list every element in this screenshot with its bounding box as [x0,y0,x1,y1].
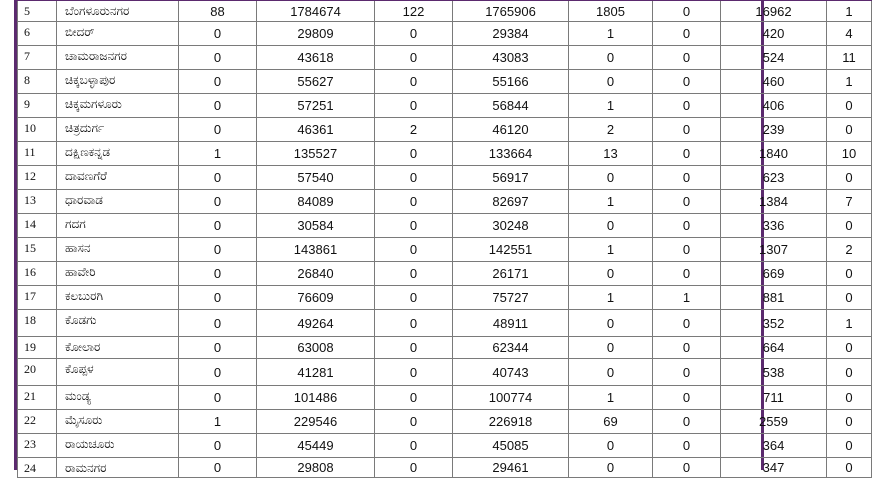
table-row [18,458,872,478]
value-cell: 0 [653,22,721,46]
serial-cell: 16 [18,262,57,286]
district-cell: ದಕ್ಷಿಣಕನ್ನಡ [57,142,179,166]
district-cell: ರಾಮನಗರ [57,458,179,478]
table-row [18,22,872,46]
value-cell: 13 [569,142,653,166]
value-cell: 0 [827,94,872,118]
value-cell: 0 [653,166,721,190]
value-cell: 0 [653,310,721,337]
value-cell: 29461 [453,458,569,478]
value-cell: 0 [827,214,872,238]
value-cell: 0 [179,262,257,286]
table-row [18,337,872,359]
table-row [18,0,872,22]
value-cell: 55627 [257,70,375,94]
table-row [18,386,872,410]
table-row [18,142,872,166]
table-row [18,310,872,337]
value-cell: 1 [827,310,872,337]
table-row [18,262,872,286]
value-cell: 0 [179,337,257,359]
value-cell: 0 [179,190,257,214]
value-cell: 1765906 [453,0,569,22]
value-cell: 69 [569,410,653,434]
serial-cell: 23 [18,434,57,458]
value-cell: 56917 [453,166,569,190]
value-cell: 1 [179,410,257,434]
table-row [18,359,872,386]
value-cell: 0 [827,434,872,458]
value-cell: 0 [375,262,453,286]
value-cell: 0 [827,458,872,478]
value-cell: 0 [569,46,653,70]
value-cell: 84089 [257,190,375,214]
value-cell: 0 [653,262,721,286]
district-cell: ರಾಯಚೂರು [57,434,179,458]
value-cell: 1384 [721,190,827,214]
district-cell: ಬೀದರ್ [57,22,179,46]
value-cell: 0 [653,118,721,142]
district-cell: ಕೊಡಗು [57,310,179,337]
value-cell: 0 [653,70,721,94]
value-cell: 0 [375,22,453,46]
serial-cell: 6 [18,22,57,46]
table-row [18,190,872,214]
value-cell: 1307 [721,238,827,262]
value-cell: 0 [179,238,257,262]
value-cell: 0 [827,262,872,286]
value-cell: 0 [179,22,257,46]
table-row [18,70,872,94]
value-cell: 75727 [453,286,569,310]
value-cell: 142551 [453,238,569,262]
value-cell: 420 [721,22,827,46]
value-cell: 352 [721,310,827,337]
value-cell: 0 [653,434,721,458]
table-row [18,410,872,434]
serial-cell: 8 [18,70,57,94]
value-cell: 1 [569,190,653,214]
value-cell: 0 [569,166,653,190]
value-cell: 0 [375,142,453,166]
value-cell: 0 [569,310,653,337]
district-cell: ಚಿಕ್ಕಮಗಳೂರು [57,94,179,118]
serial-cell: 11 [18,142,57,166]
value-cell: 0 [653,214,721,238]
value-cell: 0 [653,337,721,359]
table-row [18,214,872,238]
value-cell: 0 [827,337,872,359]
value-cell: 0 [179,310,257,337]
value-cell: 1 [569,286,653,310]
value-cell: 55166 [453,70,569,94]
value-cell: 1 [653,286,721,310]
value-cell: 1840 [721,142,827,166]
value-cell: 881 [721,286,827,310]
value-cell: 0 [179,46,257,70]
value-cell: 226918 [453,410,569,434]
value-cell: 0 [653,190,721,214]
value-cell: 1 [569,22,653,46]
table-row [18,286,872,310]
value-cell: 49264 [257,310,375,337]
value-cell: 0 [179,359,257,386]
value-cell: 82697 [453,190,569,214]
serial-cell: 19 [18,337,57,359]
value-cell: 0 [179,118,257,142]
value-cell: 43618 [257,46,375,70]
value-cell: 0 [569,262,653,286]
value-cell: 538 [721,359,827,386]
value-cell: 0 [375,214,453,238]
value-cell: 143861 [257,238,375,262]
value-cell: 0 [827,286,872,310]
value-cell: 0 [653,458,721,478]
district-cell: ಮಂಡ್ಯ [57,386,179,410]
value-cell: 1 [827,70,872,94]
value-cell: 7 [827,190,872,214]
table-row [18,94,872,118]
serial-cell: 20 [18,359,57,386]
value-cell: 364 [721,434,827,458]
value-cell: 88 [179,0,257,22]
value-cell: 336 [721,214,827,238]
value-cell: 0 [653,359,721,386]
value-cell: 1 [569,238,653,262]
value-cell: 0 [653,238,721,262]
district-cell: ದಾವಣಗೆರೆ [57,166,179,190]
value-cell: 0 [179,434,257,458]
value-cell: 239 [721,118,827,142]
value-cell: 0 [179,70,257,94]
value-cell: 460 [721,70,827,94]
serial-cell: 22 [18,410,57,434]
value-cell: 4 [827,22,872,46]
value-cell: 1805 [569,0,653,22]
value-cell: 29384 [453,22,569,46]
serial-cell: 5 [18,0,57,22]
value-cell: 0 [179,386,257,410]
value-cell: 46361 [257,118,375,142]
value-cell: 2 [827,238,872,262]
value-cell: 347 [721,458,827,478]
value-cell: 0 [375,410,453,434]
value-cell: 669 [721,262,827,286]
value-cell: 711 [721,386,827,410]
value-cell: 1 [569,386,653,410]
value-cell: 10 [827,142,872,166]
value-cell: 0 [375,190,453,214]
value-cell: 1 [569,94,653,118]
value-cell: 0 [375,94,453,118]
value-cell: 229546 [257,410,375,434]
value-cell: 76609 [257,286,375,310]
value-cell: 524 [721,46,827,70]
value-cell: 0 [653,46,721,70]
value-cell: 43083 [453,46,569,70]
table-row [18,238,872,262]
value-cell: 0 [827,166,872,190]
value-cell: 2 [375,118,453,142]
value-cell: 30248 [453,214,569,238]
district-cell: ಬೆಂಗಳೂರುನಗರ [57,0,179,22]
value-cell: 0 [375,386,453,410]
value-cell: 133664 [453,142,569,166]
value-cell: 45449 [257,434,375,458]
value-cell: 0 [375,458,453,478]
value-cell: 26840 [257,262,375,286]
value-cell: 0 [569,359,653,386]
serial-cell: 17 [18,286,57,310]
serial-cell: 24 [18,458,57,478]
table-row [18,118,872,142]
value-cell: 0 [375,238,453,262]
value-cell: 0 [569,458,653,478]
district-cell: ಚಾಮರಾಜನಗರ [57,46,179,70]
district-table [17,0,872,478]
value-cell: 406 [721,94,827,118]
value-cell: 0 [375,337,453,359]
serial-cell: 14 [18,214,57,238]
district-cell: ಕೊಪ್ಪಳ [57,359,179,386]
value-cell: 101486 [257,386,375,410]
value-cell: 30584 [257,214,375,238]
district-cell: ಚಿತ್ರದುರ್ಗ [57,118,179,142]
value-cell: 1784674 [257,0,375,22]
serial-cell: 12 [18,166,57,190]
value-cell: 16962 [721,0,827,22]
value-cell: 0 [375,46,453,70]
value-cell: 2 [569,118,653,142]
value-cell: 0 [653,386,721,410]
value-cell: 57251 [257,94,375,118]
value-cell: 0 [179,286,257,310]
serial-cell: 13 [18,190,57,214]
value-cell: 623 [721,166,827,190]
value-cell: 0 [375,434,453,458]
district-cell: ಚಿಕ್ಕಬಳ್ಳಾಪುರ [57,70,179,94]
table-row [18,166,872,190]
table-row [18,434,872,458]
value-cell: 0 [375,286,453,310]
value-cell: 57540 [257,166,375,190]
value-cell: 48911 [453,310,569,337]
district-cell: ಕೋಲಾರ [57,337,179,359]
value-cell: 0 [653,94,721,118]
value-cell: 56844 [453,94,569,118]
value-cell: 0 [375,70,453,94]
value-cell: 0 [375,359,453,386]
value-cell: 45085 [453,434,569,458]
value-cell: 40743 [453,359,569,386]
value-cell: 11 [827,46,872,70]
value-cell: 0 [827,386,872,410]
serial-cell: 15 [18,238,57,262]
value-cell: 26171 [453,262,569,286]
value-cell: 0 [179,458,257,478]
district-cell: ಹಾಸನ [57,238,179,262]
value-cell: 0 [569,337,653,359]
table-body [18,0,872,478]
value-cell: 0 [375,310,453,337]
serial-cell: 18 [18,310,57,337]
district-cell: ಮೈಸೂರು [57,410,179,434]
district-cell: ಕಲಬುರಗಿ [57,286,179,310]
value-cell: 63008 [257,337,375,359]
value-cell: 0 [827,118,872,142]
district-cell: ಧಾರವಾಡ [57,190,179,214]
serial-cell: 21 [18,386,57,410]
value-cell: 1 [179,142,257,166]
serial-cell: 9 [18,94,57,118]
serial-cell: 10 [18,118,57,142]
value-cell: 1 [827,0,872,22]
value-cell: 0 [179,214,257,238]
value-cell: 135527 [257,142,375,166]
value-cell: 29809 [257,22,375,46]
value-cell: 0 [653,142,721,166]
value-cell: 0 [653,0,721,22]
serial-cell: 7 [18,46,57,70]
value-cell: 0 [375,166,453,190]
value-cell: 0 [179,166,257,190]
value-cell: 0 [569,214,653,238]
value-cell: 0 [827,410,872,434]
value-cell: 0 [653,410,721,434]
value-cell: 0 [179,94,257,118]
value-cell: 664 [721,337,827,359]
table-row [18,46,872,70]
district-cell: ಗದಗ [57,214,179,238]
value-cell: 0 [569,70,653,94]
value-cell: 100774 [453,386,569,410]
district-cell: ಹಾವೇರಿ [57,262,179,286]
value-cell: 29808 [257,458,375,478]
value-cell: 41281 [257,359,375,386]
value-cell: 0 [569,434,653,458]
value-cell: 122 [375,0,453,22]
value-cell: 0 [827,359,872,386]
value-cell: 62344 [453,337,569,359]
value-cell: 46120 [453,118,569,142]
value-cell: 2559 [721,410,827,434]
